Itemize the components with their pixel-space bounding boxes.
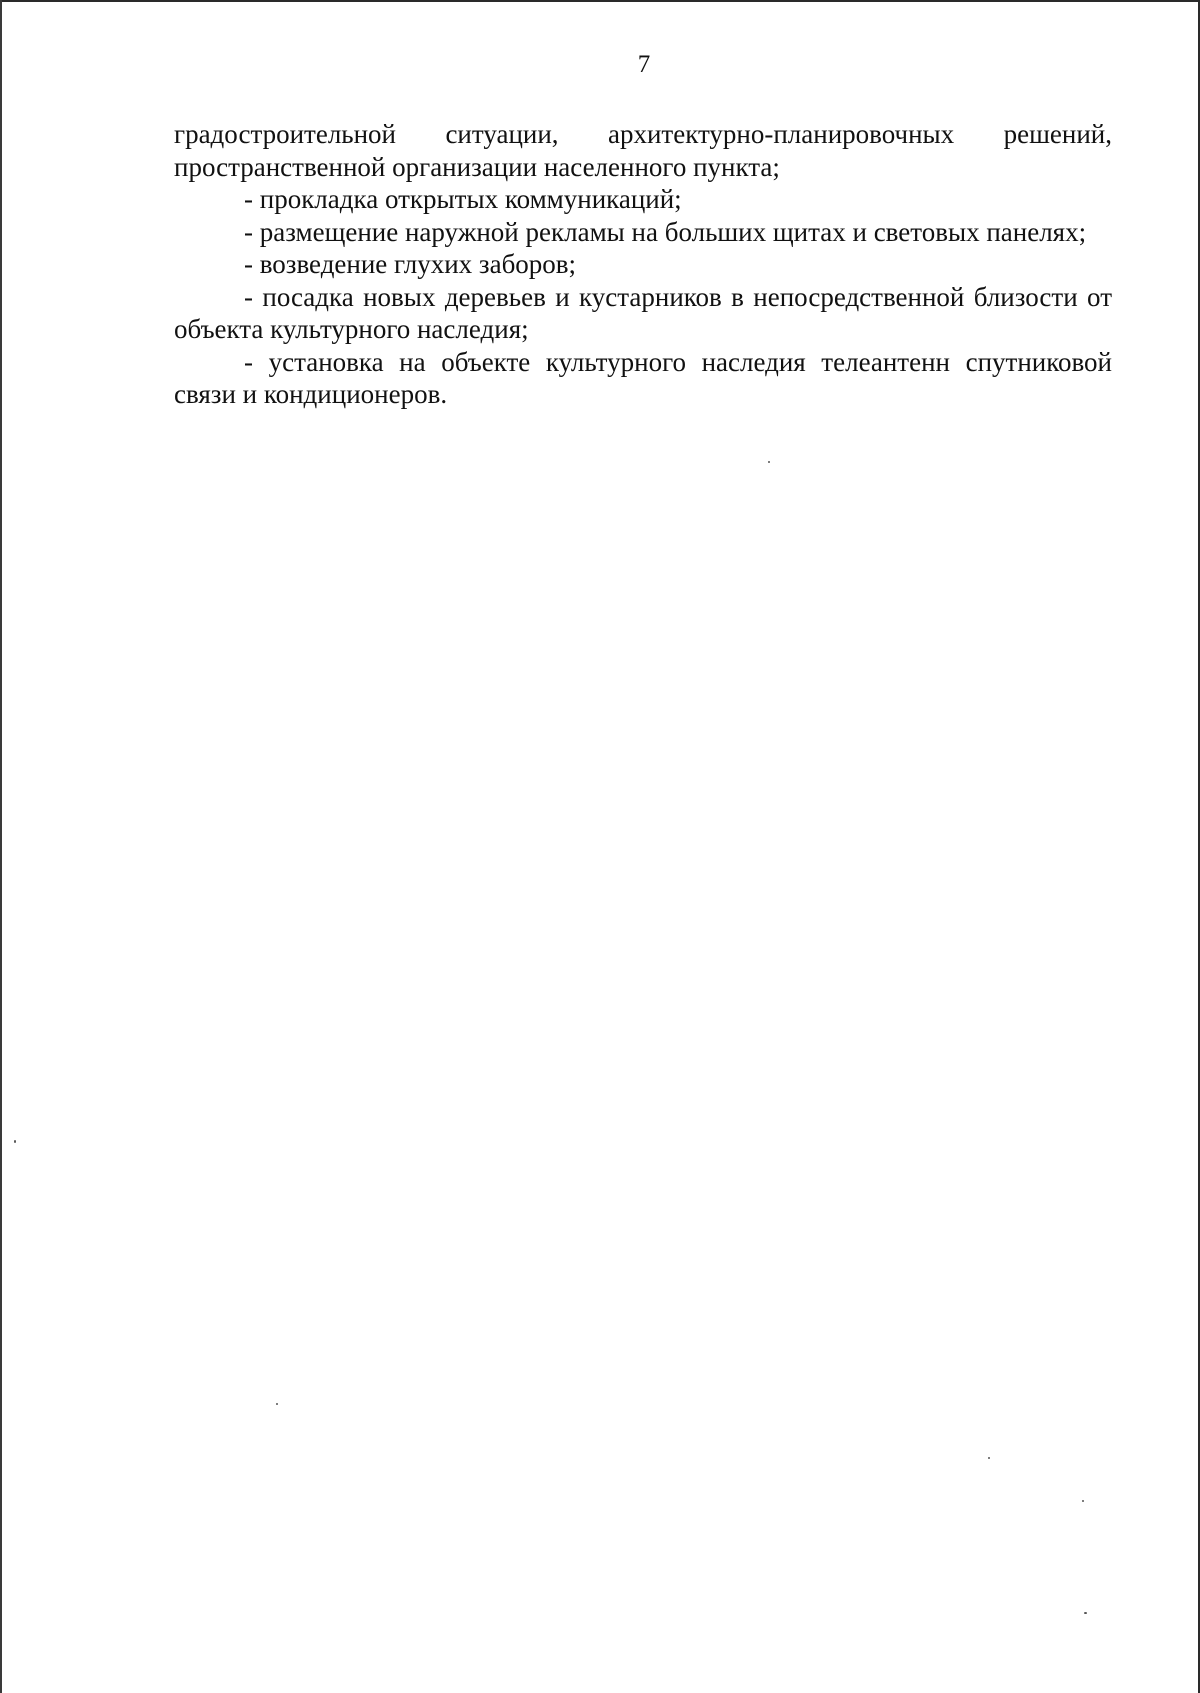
document-body	[174, 118, 1112, 411]
scan-edge-left	[0, 0, 2, 1693]
list-item: - возведение глухих заборов;	[244, 249, 577, 279]
scan-speck	[276, 1403, 278, 1405]
list-item: - прокладка открытых коммуникаций;	[244, 184, 682, 214]
scan-speck	[988, 1457, 990, 1459]
scan-speck	[1082, 1500, 1084, 1502]
list-item: - размещение наружной рекламы на больших щитах и световых панелях;	[244, 216, 1087, 247]
list-item: - установка на объекте культурного наследия телеантенн спутниковой связи и кондиционеров.	[174, 346, 1112, 409]
scan-speck	[1084, 1612, 1087, 1614]
scan-speck	[768, 461, 770, 463]
paragraph-continuation: градостроительной ситуации, архитектурно-планировочных решений, пространственной организации населенного пункта;	[174, 119, 1112, 182]
scan-edge-top	[0, 0, 1200, 2]
scan-speck	[14, 1140, 16, 1143]
page-number: 7	[637, 51, 651, 78]
list-item: - посадка новых деревьев и кустарников в непосредственной близости от объекта культурного наследия;	[174, 281, 1112, 344]
